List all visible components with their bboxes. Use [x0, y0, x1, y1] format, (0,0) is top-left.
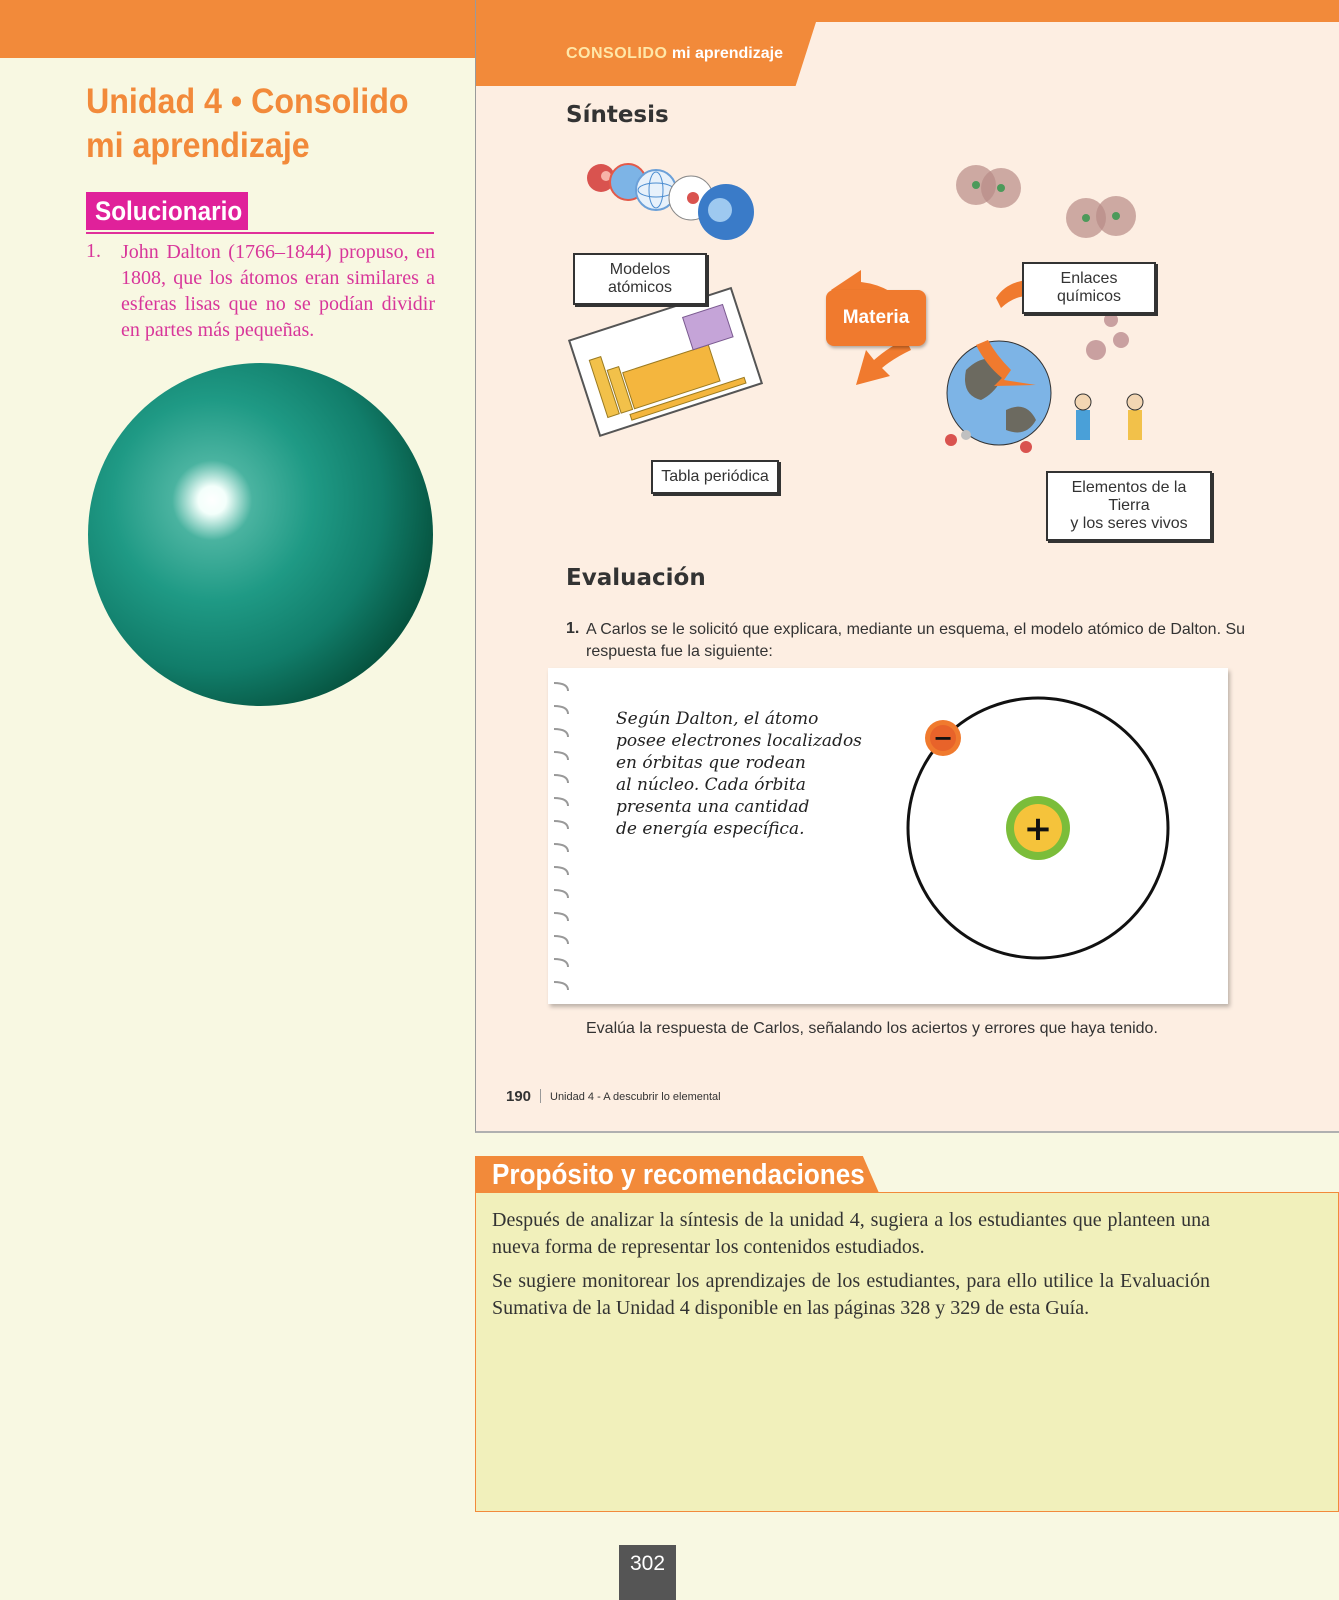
atom-orbit-diagram — [888, 678, 1188, 978]
answer-number: 1. — [86, 240, 101, 262]
chemical-bonds-icon — [956, 165, 1136, 238]
question-instruction: Evalúa la respuesta de Carlos, señalando los aciertos y errores que haya tenido. — [586, 1020, 1158, 1037]
notebook-spiral-icon — [548, 678, 578, 998]
nucleus — [1006, 796, 1070, 860]
top-orange-band — [0, 0, 476, 58]
handwritten-line: Según Dalton, el átomo — [616, 709, 819, 729]
label-tabla-periodica: Tabla periódica — [651, 460, 779, 494]
dalton-sphere-image — [88, 363, 433, 706]
tab-label-part2: mi aprendizaje — [671, 45, 783, 62]
atomic-models-icon — [587, 164, 754, 240]
label-elementos-tierra — [1046, 471, 1212, 541]
footer-divider — [540, 1089, 541, 1103]
electron — [925, 720, 961, 756]
handwritten-line: de energía específica. — [616, 819, 805, 839]
sintesis-heading: Síntesis — [566, 102, 669, 128]
page-top-band — [476, 0, 1339, 22]
handwritten-line: al núcleo. Cada órbita — [616, 775, 806, 795]
label-tierra-line1: Elementos de la Tierra — [1071, 479, 1187, 514]
solucionario-label: Solucionario — [86, 192, 248, 230]
evaluacion-heading: Evaluación — [566, 565, 706, 591]
unit-title-line2: mi aprendizaje — [86, 126, 310, 165]
page-number: 190 — [506, 1088, 532, 1105]
tab-label-part1: CONSOLIDO — [566, 45, 668, 62]
proposito-title: Propósito y recomendaciones — [492, 1159, 865, 1191]
guide-page-number: 302 — [619, 1545, 676, 1600]
label-tierra-line2: y los seres vivos — [1070, 515, 1188, 532]
unit-title-line1: Unidad 4 • Consolido — [86, 82, 409, 121]
materia-center-box: Materia — [826, 290, 926, 346]
proposito-paragraph-2: Se sugiere monitorear los aprendizajes de los estudiantes, para ello utilice la Evaluación Sumativa de la Unidad 4 disponible en las páginas 328 y 329 de esta Guía. — [492, 1270, 1210, 1319]
textbook-page — [475, 0, 1339, 1133]
handwritten-answer — [616, 708, 886, 840]
student-answer-card — [548, 668, 1228, 1004]
earth-and-living-beings-icon — [945, 313, 1143, 453]
solucionario-header — [86, 192, 434, 234]
proposito-paragraph-1: Después de analizar la síntesis de la unidad 4, sugiera a los estudiantes que planteen una nueva forma de representar los contenidos estudiados. — [492, 1209, 1210, 1258]
handwritten-line: en órbitas que rodean — [616, 753, 806, 773]
electron-symbol: − — [932, 724, 954, 752]
question-text: A Carlos se le solicitó que explicara, mediante un esquema, el modelo atómico de Dalton. Su respuesta fue la siguiente: — [586, 621, 1246, 660]
answer-text: John Dalton (1766–1844) propuso, en 1808, que los átomos eran similares a esferas lisas que no se podían dividir en partes más pequeñas. — [121, 241, 435, 341]
handwritten-line: posee electrones localizados — [616, 731, 862, 751]
question-number: 1. — [566, 620, 580, 637]
nucleus-symbol: + — [1023, 809, 1053, 849]
label-enlaces-quimicos: Enlaces químicos — [1022, 262, 1156, 314]
unit-title — [86, 80, 417, 168]
label-modelos-atomicos: Modelos atómicos — [573, 253, 707, 305]
section-tab-label — [566, 45, 783, 63]
page-footer-text: Unidad 4 - A descubrir lo elemental — [550, 1091, 721, 1103]
handwritten-line: presenta una cantidad — [616, 797, 810, 817]
periodic-table-icon — [569, 288, 762, 436]
